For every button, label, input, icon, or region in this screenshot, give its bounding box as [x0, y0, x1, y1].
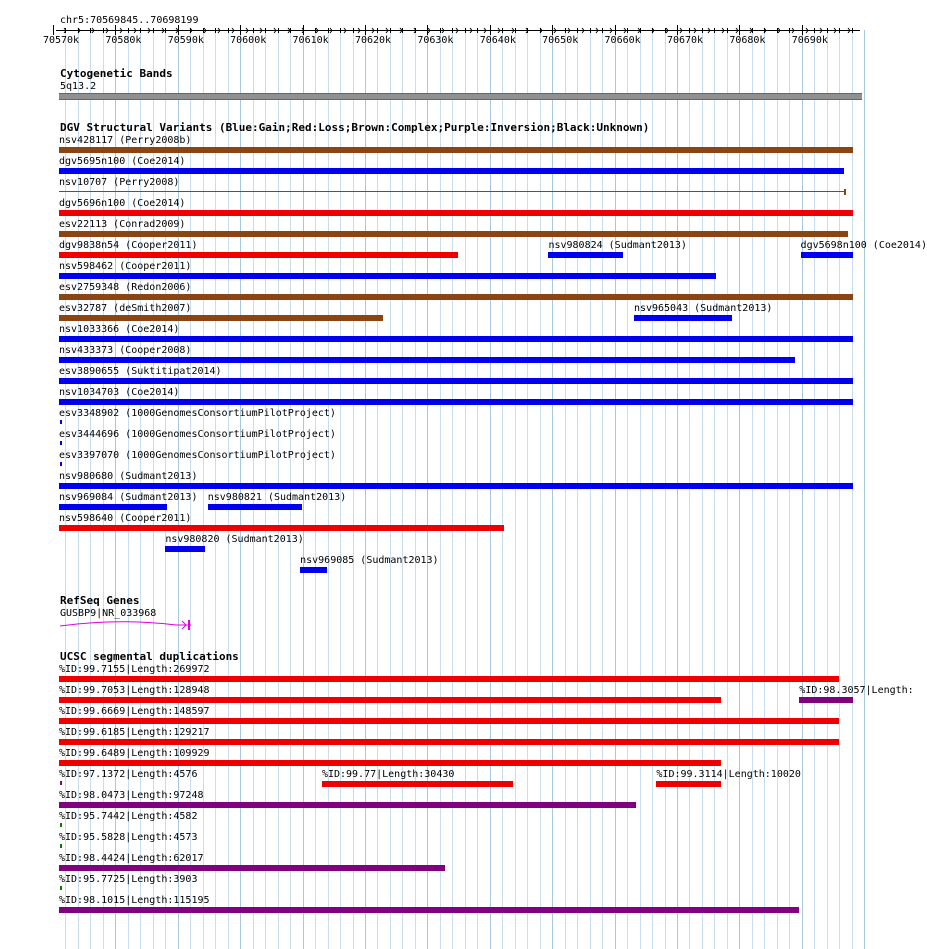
feature-bar[interactable]: [59, 676, 839, 682]
tick-label: 70600k: [230, 35, 267, 46]
feature-label[interactable]: nsv1034703 (Coe2014): [59, 387, 180, 398]
feature-bar[interactable]: [656, 781, 720, 787]
feature-label[interactable]: esv2759348 (Redon2006): [59, 282, 192, 293]
tick-label: 70680k: [729, 35, 766, 46]
feature-label[interactable]: esv3444696 (1000GenomesConsortiumPilotProject): [59, 429, 336, 440]
feature-label[interactable]: %ID:99.7053|Length:128948: [59, 685, 210, 696]
feature-label[interactable]: %ID:95.7725|Length:3903: [59, 874, 198, 885]
feature-bar[interactable]: [59, 336, 853, 342]
tick-label: 70650k: [542, 35, 579, 46]
feature-label[interactable]: %ID:98.0473|Length:97248: [59, 790, 204, 801]
feature-bar[interactable]: [59, 802, 636, 808]
feature-bar[interactable]: [59, 357, 795, 363]
feature-bar[interactable]: [300, 567, 327, 573]
feature-label[interactable]: dgv5695n100 (Coe2014): [59, 156, 186, 167]
feature-label[interactable]: %ID:99.6669|Length:148597: [59, 706, 210, 717]
feature-bar[interactable]: [59, 760, 721, 766]
feature-label[interactable]: %ID:98.4424|Length:62017: [59, 853, 204, 864]
feature-bar[interactable]: [59, 697, 721, 703]
feature-label[interactable]: nsv965043 (Sudmant2013): [633, 303, 773, 314]
feature-label[interactable]: nsv598462 (Cooper2011): [59, 261, 192, 272]
feature-label[interactable]: %ID:99.6185|Length:129217: [59, 727, 210, 738]
feature-thin-bar[interactable]: [59, 191, 845, 192]
feature-bar[interactable]: [59, 483, 853, 489]
feature-label[interactable]: nsv969084 (Sudmant2013): [59, 492, 198, 503]
feature-tiny-bar[interactable]: [60, 886, 62, 890]
cytoband-bar[interactable]: [59, 93, 862, 100]
feature-bar[interactable]: [59, 739, 839, 745]
tick-label: 70590k: [167, 35, 204, 46]
gene-label[interactable]: GUSBP9|NR_033968: [60, 608, 157, 619]
feature-tiny-bar[interactable]: [60, 844, 62, 848]
feature-bar[interactable]: [208, 504, 302, 510]
dgv-title: DGV Structural Variants (Blue:Gain;Red:Loss;Brown:Complex;Purple:Inversion;Black:Unknown): [60, 121, 650, 134]
feature-label[interactable]: %ID:99.77|Length:30430: [321, 769, 455, 780]
feature-label[interactable]: nsv980820 (Sudmant2013): [165, 534, 304, 545]
gene-glyph[interactable]: [58, 618, 198, 632]
feature-bar[interactable]: [59, 525, 504, 531]
feature-bar[interactable]: [59, 504, 167, 510]
feature-bar[interactable]: [59, 907, 799, 913]
tick-label: 70580k: [105, 35, 142, 46]
tick-label: 70640k: [479, 35, 516, 46]
feature-bar[interactable]: [322, 781, 513, 787]
feature-tiny-bar[interactable]: [60, 462, 62, 466]
feature-bar[interactable]: [59, 399, 853, 405]
ruler[interactable]: [0, 25, 890, 55]
feature-bar[interactable]: [59, 315, 383, 321]
feature-bar[interactable]: [59, 168, 844, 174]
feature-label[interactable]: nsv10707 (Perry2008): [59, 177, 180, 188]
feature-label[interactable]: nsv1033366 (Coe2014): [59, 324, 180, 335]
feature-bar[interactable]: [59, 378, 853, 384]
feature-bar[interactable]: [799, 697, 853, 703]
cytoband-label: 5q13.2: [60, 81, 97, 92]
feature-bar[interactable]: [59, 718, 839, 724]
tick-label: 70570k: [42, 35, 80, 46]
tick-label: 70630k: [417, 35, 454, 46]
position-label: chr5:70569845..70698199: [60, 15, 199, 26]
feature-bar[interactable]: [548, 252, 623, 258]
feature-label[interactable]: %ID:99.7155|Length:269972: [59, 664, 210, 675]
feature-label[interactable]: esv32787 (deSmith2007): [59, 303, 192, 314]
feature-bar[interactable]: [165, 546, 204, 552]
feature-bar[interactable]: [59, 252, 458, 258]
feature-tiny-bar[interactable]: [60, 781, 62, 785]
feature-bar[interactable]: [634, 315, 732, 321]
feature-label[interactable]: nsv428117 (Perry2008b): [59, 135, 192, 146]
feature-label[interactable]: esv22113 (Conrad2009): [59, 219, 186, 230]
feature-label[interactable]: esv3397070 (1000GenomesConsortiumPilotProject): [59, 450, 336, 461]
feature-tiny-bar[interactable]: [60, 420, 62, 424]
feature-bar[interactable]: [59, 147, 853, 153]
feature-label[interactable]: esv3348902 (1000GenomesConsortiumPilotProject): [59, 408, 336, 419]
cytobands-title: Cytogenetic Bands: [60, 67, 173, 80]
feature-bar[interactable]: [59, 273, 716, 279]
feature-bar[interactable]: [801, 252, 853, 258]
feature-bar[interactable]: [59, 231, 848, 237]
tick-label: 70670k: [666, 35, 704, 46]
feature-tiny-bar[interactable]: [60, 823, 62, 827]
feature-bar[interactable]: [59, 865, 445, 871]
tick-label: 70620k: [354, 35, 392, 46]
feature-label[interactable]: dgv5698n100 (Coe2014): [800, 240, 927, 251]
tick-label: 70610k: [292, 35, 329, 46]
tick-label: 70690k: [791, 35, 828, 46]
feature-tiny-bar[interactable]: [60, 441, 62, 445]
feature-label[interactable]: nsv969085 (Sudmant2013): [300, 555, 439, 566]
feature-label[interactable]: nsv598640 (Cooper2011): [59, 513, 192, 524]
feature-label[interactable]: esv3890655 (Suktitipat2014): [59, 366, 222, 377]
feature-label[interactable]: nsv980824 (Sudmant2013): [548, 240, 687, 251]
feature-label[interactable]: %ID:98.3057|Length:: [799, 685, 914, 696]
feature-label[interactable]: dgv5696n100 (Coe2014): [59, 198, 186, 209]
feature-label[interactable]: %ID:97.1372|Length:4576: [59, 769, 198, 780]
feature-label[interactable]: %ID:98.1015|Length:115195: [59, 895, 210, 906]
feature-label[interactable]: %ID:95.7442|Length:4582: [59, 811, 198, 822]
feature-label[interactable]: nsv433373 (Cooper2008): [59, 345, 192, 356]
feature-label[interactable]: %ID:99.6489|Length:109929: [59, 748, 210, 759]
refseq-title: RefSeq Genes: [60, 594, 140, 607]
feature-label[interactable]: %ID:99.3114|Length:10020: [656, 769, 801, 780]
feature-label[interactable]: nsv980821 (Sudmant2013): [207, 492, 347, 503]
feature-label[interactable]: dgv9838n54 (Cooper2011): [59, 240, 198, 251]
feature-label[interactable]: %ID:95.5828|Length:4573: [59, 832, 198, 843]
feature-label[interactable]: nsv980680 (Sudmant2013): [59, 471, 198, 482]
feature-end-cap: [844, 189, 846, 195]
feature-bar[interactable]: [59, 210, 853, 216]
feature-bar[interactable]: [59, 294, 853, 300]
tick-label: 70660k: [604, 35, 641, 46]
segdups-title: UCSC segmental duplications: [60, 650, 239, 663]
